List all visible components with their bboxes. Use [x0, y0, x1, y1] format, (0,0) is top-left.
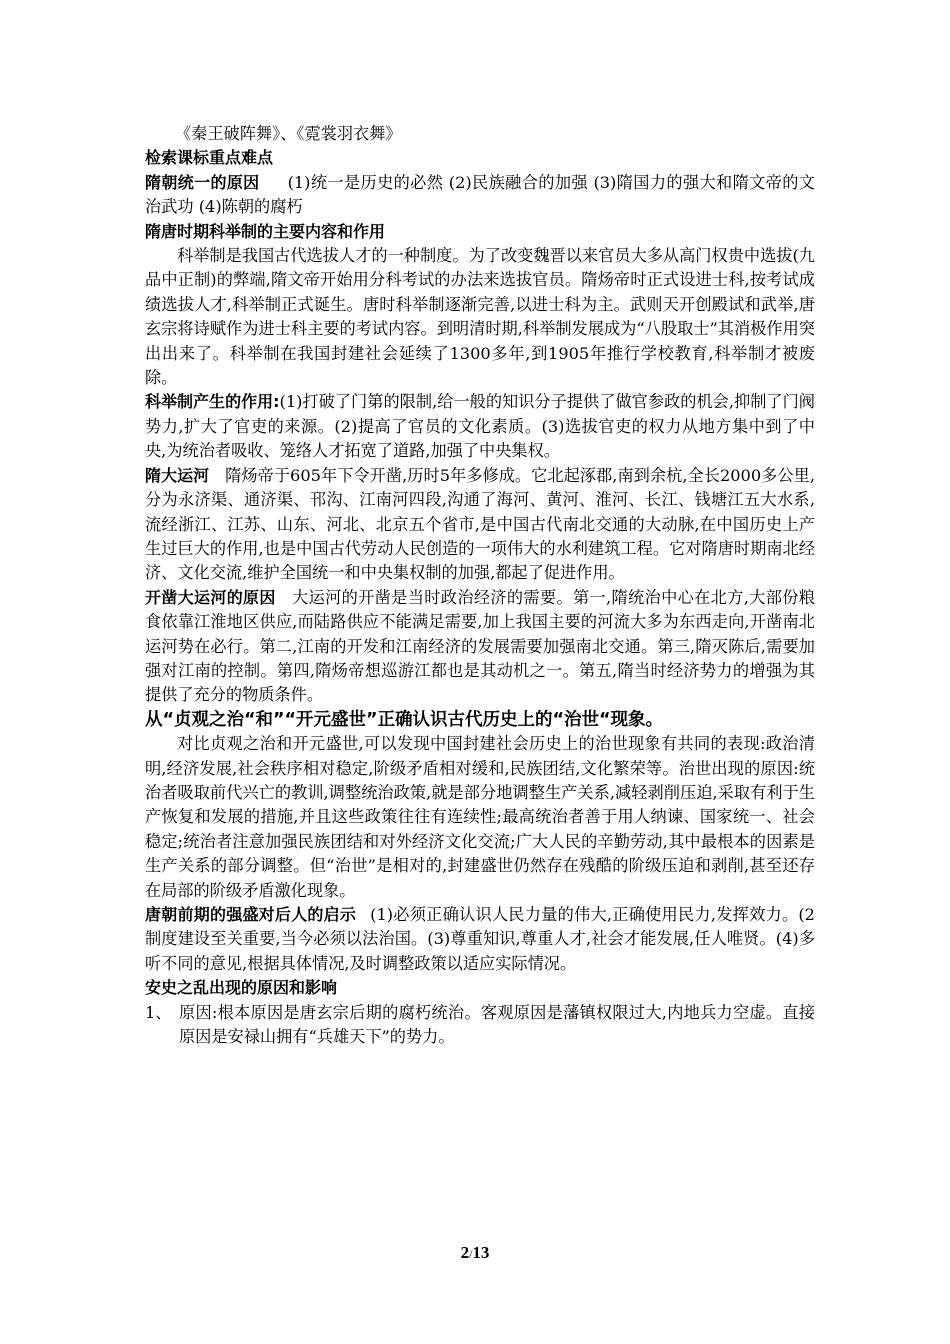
heading-sui-unify: 隋朝统一的原因	[145, 172, 260, 192]
heading-tang-lesson: 唐朝前期的强盛对后人的启示	[145, 905, 357, 924]
heading-keju-effect: 科举制产生的作用:	[145, 392, 280, 412]
dances-line: 《秦王破阵舞》、《霓裳羽衣舞》	[175, 124, 402, 143]
paragraph-canal	[145, 464, 815, 586]
text-sui-unify: (1)统一是历史的必然 (2)民族融合的加强 (3)隋国力的强大和隋文帝的文治武功 (4)陈朝的腐朽	[145, 172, 815, 217]
paragraph-tang-lesson	[145, 903, 815, 976]
document-body	[145, 122, 815, 1049]
text-tang-lesson: (1)必须正确认识人民力量的伟大,正确使用民力,发挥效力。(2制度建设至关重要,当今必须以法治国。(3)尊重知识,尊重人才,社会才能发展,任人唯贤。(4)多听不同的意见,根据具体情况,及时调整政策以适应实际情况。	[145, 905, 815, 973]
page-total: 13	[472, 1243, 490, 1262]
text-canal-reason: 大运河的开凿是当时政治经济的需要。第一,隋统治中心在北方,大部份粮食依靠江淮地区供应,而陆路供应不能满足需要,加上我国主要的河流大多为东西走向,开凿南北运河势在必行。第二,江南的开发和江南经济的发展需要加强南北交通。第三,隋灭陈后,需要加强对江南的控制。第四,隋炀帝想巡游江都也是其动机之一。第五,隋当时经济势力的增强为其提供了充分的物质条件。	[145, 587, 815, 705]
paragraph-keju: 科举制是我国古代选拔人才的一种制度。为了改变魏晋以来官员大多从高门权贵中选拔(九品中正制)的弊端,隋文帝开始用分科考试的办法来选拔官员。隋炀帝时正式设进士科,按考试成绩选拔人才,科举制正式诞生。唐时科举制逐渐完善,以进士科为主。武则天开创殿试和武举,唐玄宗将诗赋作为进士科主要的考试内容。到明清时期,科举制发展成为“八股取士”其消极作用突出出来了。科举制在我国封建社会延续了1300多年,到1905年推行学校教育,科举制才被废除。	[145, 246, 815, 388]
page-current: 2	[460, 1243, 470, 1262]
text-anshi-reason: 原因:根本原因是唐玄宗后期的腐朽统治。客观原因是藩镇权限过大,内地兵力空虚。直接原因是安禄山拥有“兵雄天下”的势力。	[179, 1002, 815, 1047]
heading-canal: 隋大运河	[145, 465, 210, 485]
paragraph-zhishi: 对比贞观之治和开元盛世,可以发现中国封建社会历史上的治世现象有共同的表现:政治清明,经济发展,社会秩序相对稳定,阶级矛盾相对缓和,民族团结,文化繁荣等。治世出现的原因:统治者吸取前代兴亡的教训,调整统治政策,就是部分地调整生产关系,减轻剥削压迫,采取有利于生产恢复和发展的措施,并且这些政策往往有连续性;最高统治者善于用人纳谏、国家统一、社会稳定;统治者注意加强民族团结和对外经济文化交流;广大人民的辛勤劳动,其中最根本的因素是生产关系的部分调整。但“治世”是相对的,封建盛世仍然存在残酷的阶级压迫和剥削,甚至还存在局部的阶级矛盾激化现象。	[145, 734, 815, 900]
paragraph-sui-unify	[145, 171, 815, 220]
section-heading-keypoints: 检索课标重点难点	[145, 148, 274, 168]
paragraph-keju-effect	[145, 390, 815, 463]
heading-canal-reason: 开凿大运河的原因	[145, 587, 276, 607]
list-number: 1、	[145, 1002, 172, 1022]
paragraph-canal-reason	[145, 586, 815, 708]
heading-anshi: 安史之乱出现的原因和影响	[145, 978, 338, 998]
heading-zhishi: 从“贞观之治“和”“开元盛世”正确认识古代历史上的“治世“现象。	[145, 709, 664, 730]
text-canal: 隋炀帝于605年下令开凿,历时5年多修成。它北起涿郡,南到余杭,全长2000多公里,分为永济渠、通济渠、邗沟、江南河四段,沟通了海河、黄河、淮河、长江、钱塘江五大水系,流经浙江、江苏、山东、河北、北京五个省市,是中国古代南北交通的大动脉,在中国历史上产生过巨大的作用,也是中国古代劳动人民创造的一项伟大的水利建筑工程。它对隋唐时期南北经济、文化交流,维护全国统一和中央集权制的加强,都起了促进作用。	[145, 465, 815, 583]
page-separator: /	[469, 1247, 473, 1261]
list-item-anshi-reason	[145, 1001, 815, 1050]
text-keju-effect: (1)打破了门第的限制,给一般的知识分子提供了做官参政的机会,抑制了门阀势力,扩大了官吏的来源。(2)提高了官员的文化素质。(3)选拔官吏的权力从地方集中到了中央,为统治者吸收、笼络人才拓宽了道路,加强了中央集权。	[145, 392, 815, 461]
heading-keju: 隋唐时期科举制的主要内容和作用	[145, 221, 386, 241]
page-number	[0, 1243, 950, 1263]
